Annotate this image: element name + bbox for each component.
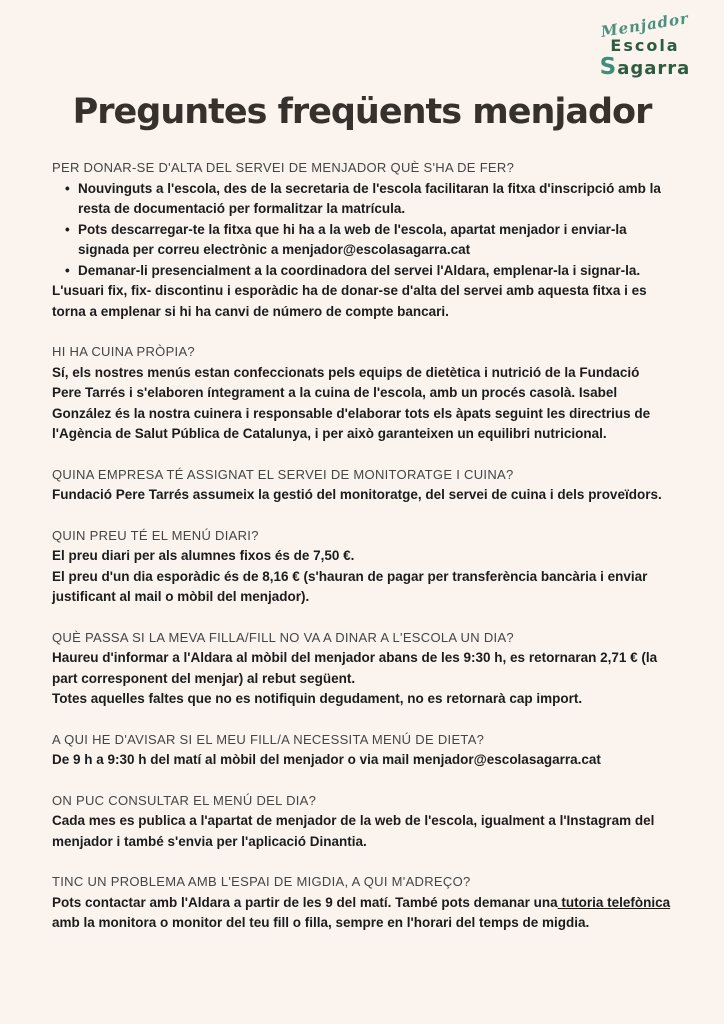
tutoria-telefonica-link[interactable]: tutoria telefònica [557, 894, 671, 910]
faq-answer: De 9 h a 9:30 h del matí al mòbil del menjador o via mail menjador@escolasagarra.cat [52, 752, 601, 768]
faq-answer: Totes aquelles faltes que no es notifiquin degudament, no es retornarà cap import. [52, 691, 583, 707]
faq-item-4 [52, 526, 672, 608]
faq-answer: Cada mes es publica a l'apartat de menjador de la web de l'escola, igualment a l'Instagram del menjador i també s'envia per l'aplicació Dinantia. [52, 813, 655, 849]
faq-answer: Haureu d'informar a l'Aldara al mòbil del menjador abans de les 9:30 h, es retornaran 2,71 € (la part corresponent del menjar) al rebut següent. [52, 650, 658, 686]
faq-item-3 [52, 465, 672, 506]
faq-bullet: • Demanar-li presencialment a la coordinadora del servei l'Aldara, emplenar-la i signar-la. [78, 261, 672, 282]
faq-bullet-list [52, 179, 672, 282]
faq-answer: El preu d'un dia esporàdic és de 8,16 € (s'hauran de pagar per transferència bancària i enviar justificant al mail o mòbil del menjador). [52, 568, 648, 605]
logo-menjador-script: Menjador [599, 9, 691, 41]
answer-segment: amb la monitora o monitor del teu fill o filla, sempre en l'horari del temps de migdia. [52, 915, 590, 931]
logo-sagarra-text [590, 56, 700, 79]
school-logo [590, 9, 700, 80]
faq-question: HI HA CUINA PRÒPIA? [52, 344, 195, 360]
faq-answer: Fundació Pere Tarrés assumeix la gestió del monitoratge, del servei de cuina i dels proveïdors. [52, 487, 662, 503]
faq-bullet: • Nouvinguts a l'escola, des de la secretaria de l'escola facilitaran la fitxa d'inscripció amb la resta de documentació per formalitzar la matrícula. [78, 179, 672, 220]
faq-item-8 [52, 872, 672, 934]
logo-sagarra-initial: S [599, 54, 618, 80]
answer-segment: Pots contactar amb l'Aldara a partir de les 9 del matí. També pots demanar una [52, 894, 558, 910]
page-title: Preguntes freqüents menjador [72, 92, 652, 132]
faq-item-2 [52, 342, 672, 445]
faq-bullet: • Pots descarregar-te la fitxa que hi ha a la web de l'escola, apartat menjador i enviar-la signada per correu electrònic a menjador@escolasagarra.cat [78, 220, 672, 261]
faq-question: QUINA EMPRESA TÉ ASSIGNAT EL SERVEI DE MONITORATGE I CUINA? [52, 466, 514, 482]
faq-question: A QUI HE D'AVISAR SI EL MEU FILL/A NECESSITA MENÚ DE DIETA? [52, 731, 485, 747]
faq-question: QUIN PREU TÉ EL MENÚ DIARI? [52, 527, 259, 543]
faq-answer: El preu diari per als alumnes fixos és de 7,50 €. [52, 548, 355, 564]
faq-question: ON PUC CONSULTAR EL MENÚ DEL DIA? [52, 792, 317, 808]
faq-answer: Sí, els nostres menús estan confeccionats pels equips de dietètica i nutrició de la Fundació Pere Tarrés i s'elaboren íntegrament a la cuina de l'escola, amb un procés casolà. Isabel González és la nostra cuinera i responsable d'elaborar tots els àpats seguint les directrius de l'Agència de Salut Pública de Catalunya, i per això garanteixen un equilibri nutricional. [52, 364, 651, 442]
faq-item-1 [52, 158, 672, 322]
faq-question: TINC UN PROBLEMA AMB L'ESPAI DE MIGDIA, A QUI M'ADREÇO? [52, 874, 471, 890]
faq-item-5 [52, 628, 672, 710]
faq-list [52, 158, 672, 934]
faq-item-7 [52, 791, 672, 853]
logo-escola-text: Escola [610, 36, 680, 55]
faq-answer: L'usuari fix, fix- discontinu i esporàdic ha de donar-se d'alta del servei amb aquesta fitxa i es torna a emplenar si hi ha canvi de número de compte bancari. [52, 283, 647, 319]
logo-sagarra-rest: agarra [617, 58, 691, 79]
faq-answer [52, 893, 672, 934]
faq-item-6 [52, 730, 672, 771]
faq-question: QUÈ PASSA SI LA MEVA FILLA/FILL NO VA A DINAR A L'ESCOLA UN DIA? [52, 629, 514, 645]
faq-question: PER DONAR-SE D'ALTA DEL SERVEI DE MENJADOR QUÈ S'HA DE FER? [52, 160, 515, 175]
